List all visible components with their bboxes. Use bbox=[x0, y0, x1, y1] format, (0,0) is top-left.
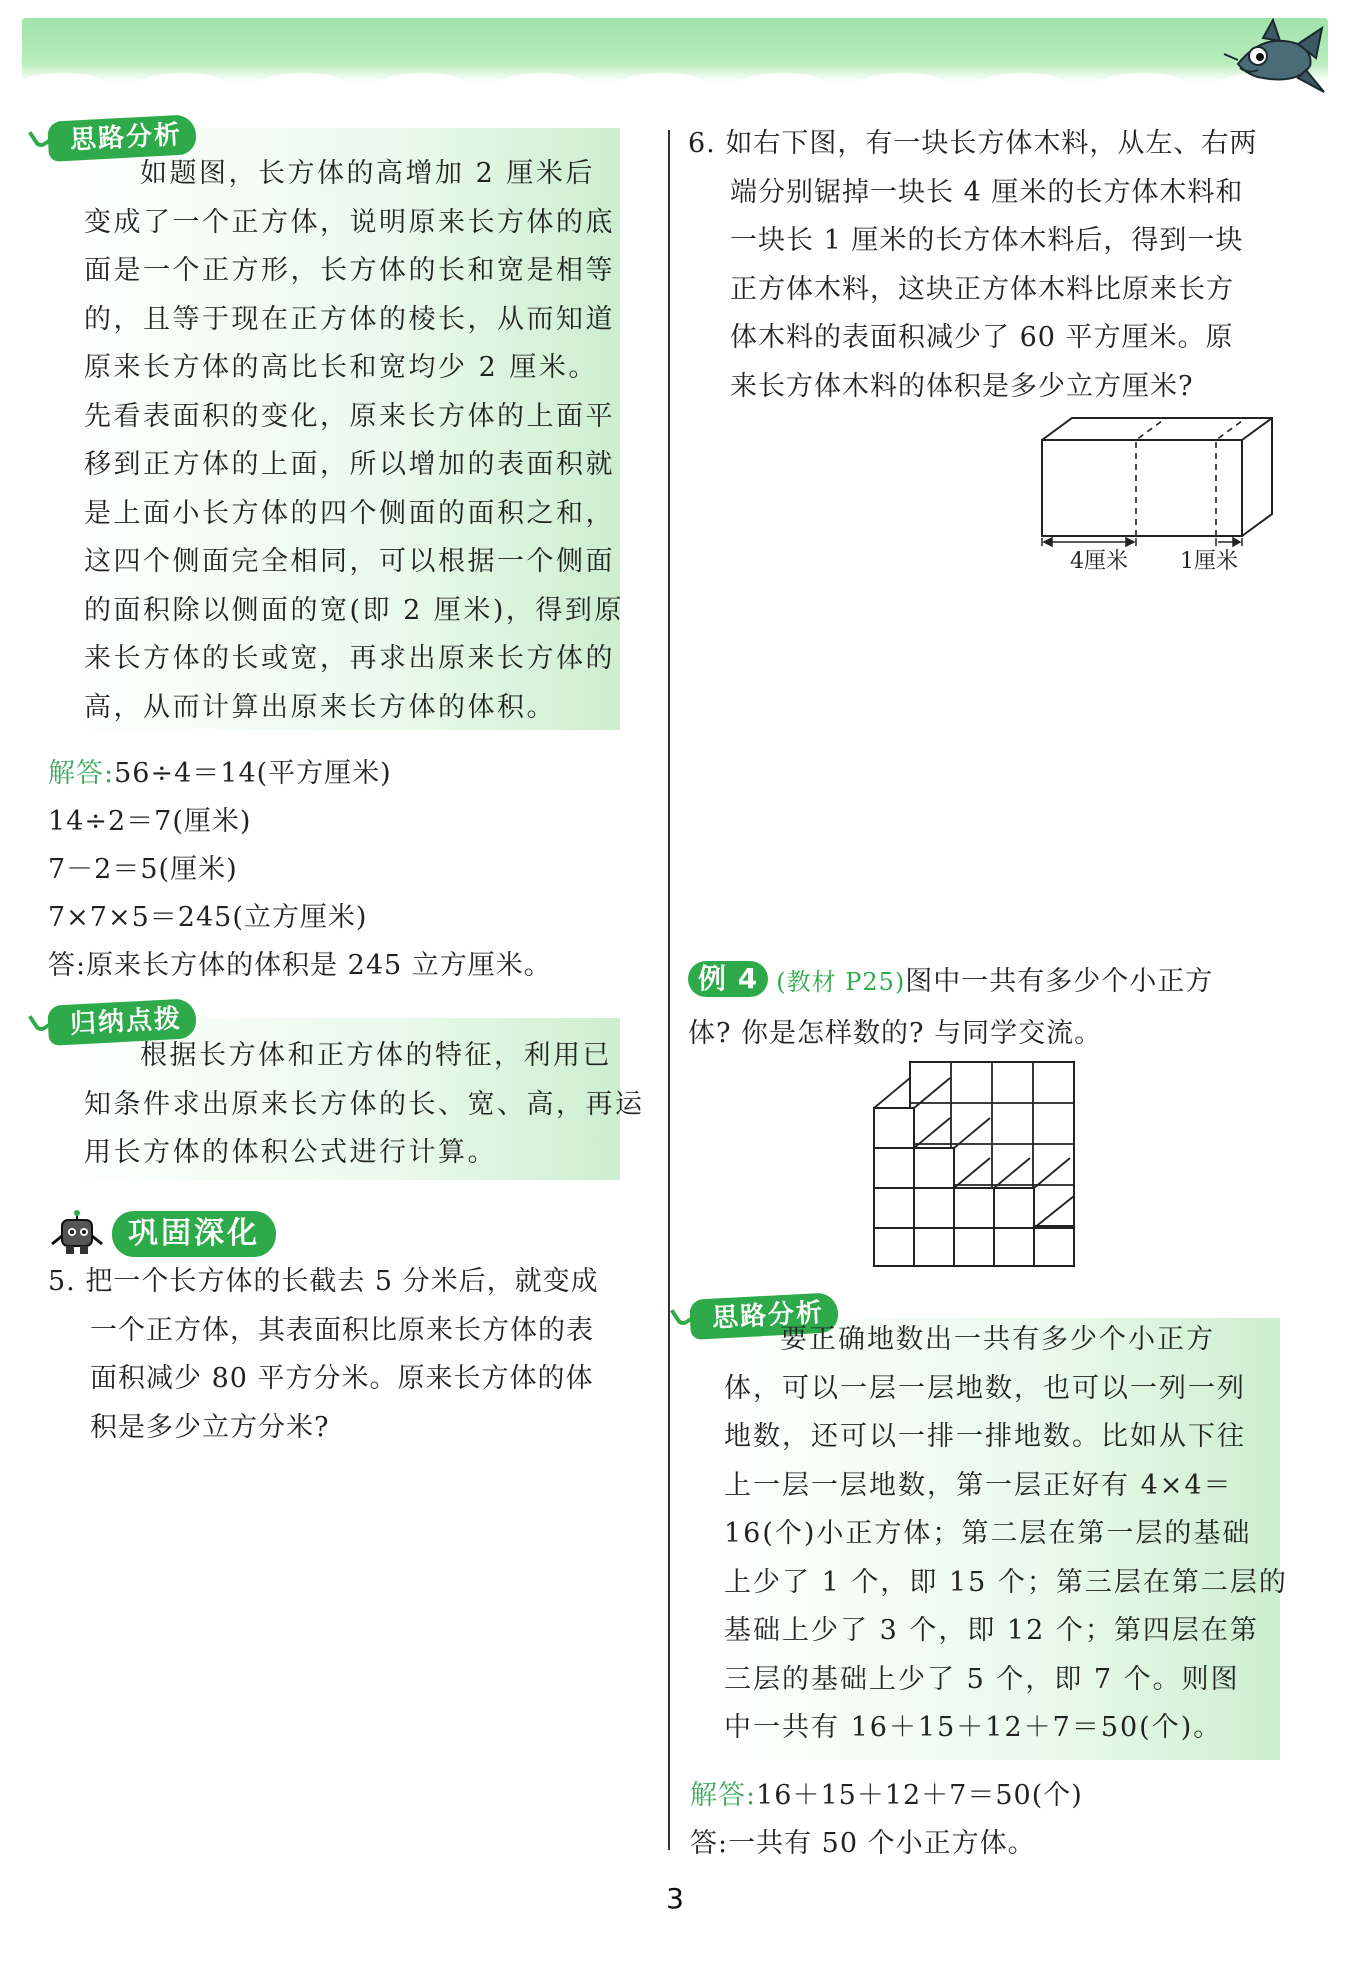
consolidate-heading bbox=[48, 1208, 276, 1260]
text-line: 知条件求出原来长方体的长、宽、高，再运 bbox=[84, 1088, 645, 1120]
example-text: 体? 你是怎样数的? 与同学交流。 bbox=[688, 1018, 1103, 1049]
text-line: 来长方体的长或宽，再求出原来长方体的 bbox=[84, 643, 615, 674]
answer-label: 解答: bbox=[48, 758, 115, 789]
question-line: 积是多少立方分米? bbox=[90, 1411, 330, 1443]
text-line: 地数，还可以一排一排地数。比如从下往 bbox=[724, 1421, 1246, 1452]
robot-icon bbox=[48, 1210, 106, 1258]
question-line: 一个正方体，其表面积比原来长方体的表 bbox=[90, 1314, 594, 1346]
text-line: 如题图，长方体的高增加 2 厘米后 bbox=[140, 158, 595, 189]
header-band bbox=[22, 18, 1328, 82]
question-line: 一块长 1 厘米的长方体木料后，得到一块 bbox=[730, 225, 1244, 256]
analysis-text bbox=[84, 150, 624, 732]
text-line: 中一共有 16＋15＋12＋7＝50(个)。 bbox=[724, 1712, 1223, 1743]
consolidate-label: 巩固深化 bbox=[112, 1211, 276, 1257]
text-line: 这四个侧面完全相同，可以根据一个侧面 bbox=[84, 546, 615, 577]
text-line: 的面积除以侧面的宽(即 2 厘米)，得到原 bbox=[84, 594, 624, 626]
analysis-tag-label: 思路分析 bbox=[711, 1297, 825, 1334]
cuboid-figure bbox=[1030, 412, 1280, 572]
text-line: 高，从而计算出原来长方体的体积。 bbox=[84, 691, 556, 723]
answer-label: 解答: bbox=[690, 1780, 757, 1811]
question-6 bbox=[688, 120, 1257, 411]
text-line: 变成了一个正方体，说明原来长方体的底 bbox=[84, 206, 615, 238]
example-text: 图中一共有多少个小正方 bbox=[905, 966, 1214, 997]
question-line: 体木料的表面积减少了 60 平方厘米。原 bbox=[730, 322, 1234, 353]
example-4 bbox=[688, 956, 1213, 1060]
fish-icon bbox=[1218, 14, 1328, 104]
text-line: 要正确地数出一共有多少个小正方 bbox=[780, 1324, 1215, 1355]
answer-line: 7－2＝5(厘米) bbox=[48, 854, 238, 885]
text-line: 基础上少了 3 个，即 12 个；第四层在第 bbox=[724, 1615, 1259, 1646]
question-line: 6. 如右下图，有一块长方体木料，从左、右两 bbox=[688, 128, 1258, 159]
answer-line: 16＋15＋12＋7＝50(个) bbox=[756, 1780, 1083, 1811]
answer-line: 答:原来长方体的体积是 245 立方厘米。 bbox=[48, 950, 552, 981]
analysis-tag-label: 思路分析 bbox=[69, 119, 183, 156]
cube-stack-figure bbox=[870, 1060, 1086, 1268]
text-line: 的，且等于现在正方体的棱长，从而知道 bbox=[84, 303, 615, 335]
question-line: 来长方体木料的体积是多少立方厘米? bbox=[730, 370, 1194, 402]
summary-text bbox=[84, 1032, 645, 1178]
example-badge: 例 4 bbox=[688, 961, 768, 997]
text-line: 移到正方体的上面，所以增加的表面积就 bbox=[84, 449, 615, 480]
question-line: 端分别锯掉一块长 4 厘米的长方体木料和 bbox=[730, 176, 1244, 208]
textbook-ref: (教材 P25) bbox=[776, 968, 906, 996]
text-line: 三层的基础上少了 5 个，即 7 个。则图 bbox=[724, 1663, 1240, 1695]
tick-icon bbox=[670, 1300, 698, 1328]
question-line: 面积减少 80 平方分米。原来长方体的体 bbox=[90, 1363, 594, 1394]
answer-block bbox=[48, 750, 552, 990]
label-4cm: 4厘米 bbox=[1070, 549, 1128, 572]
page-number: 3 bbox=[666, 1882, 684, 1915]
answer-block-right bbox=[690, 1772, 1083, 1868]
text-line: 16(个)小正方体；第二层在第一层的基础 bbox=[724, 1518, 1252, 1549]
question-line: 正方体木料，这块正方体木料比原来长方 bbox=[730, 273, 1234, 305]
text-line: 是上面小长方体的四个侧面的面积之和， bbox=[84, 497, 615, 529]
tick-icon bbox=[28, 1006, 56, 1034]
answer-line: 14÷2＝7(厘米) bbox=[48, 806, 252, 837]
text-line: 上少了 1 个，即 15 个；第三层在第二层的 bbox=[724, 1566, 1288, 1598]
text-line: 面是一个正方形，长方体的长和宽是相等 bbox=[84, 255, 615, 286]
text-line: 原来长方体的高比长和宽均少 2 厘米。 bbox=[84, 352, 598, 383]
question-line: 5. 把一个长方体的长截去 5 分米后，就变成 bbox=[48, 1266, 599, 1297]
tick-icon bbox=[28, 122, 56, 150]
analysis-text-right bbox=[724, 1316, 1288, 1753]
text-line: 先看表面积的变化，原来长方体的上面平 bbox=[84, 400, 615, 432]
answer-line: 答:一共有 50 个小正方体。 bbox=[690, 1828, 1036, 1859]
text-line: 根据长方体和正方体的特征，利用已 bbox=[140, 1040, 612, 1071]
answer-line: 56÷4＝14(平方厘米) bbox=[114, 758, 392, 789]
summary-tag-label: 归纳点拨 bbox=[69, 1003, 183, 1040]
answer-line: 7×7×5＝245(立方厘米) bbox=[48, 902, 368, 933]
text-line: 用长方体的体积公式进行计算。 bbox=[84, 1137, 497, 1168]
column-divider bbox=[668, 130, 670, 1850]
label-1cm: 1厘米 bbox=[1180, 549, 1238, 572]
question-5 bbox=[48, 1258, 599, 1452]
text-line: 上一层一层地数，第一层正好有 4×4＝ bbox=[724, 1469, 1233, 1501]
text-line: 体，可以一层一层地数，也可以一列一列 bbox=[724, 1372, 1246, 1404]
